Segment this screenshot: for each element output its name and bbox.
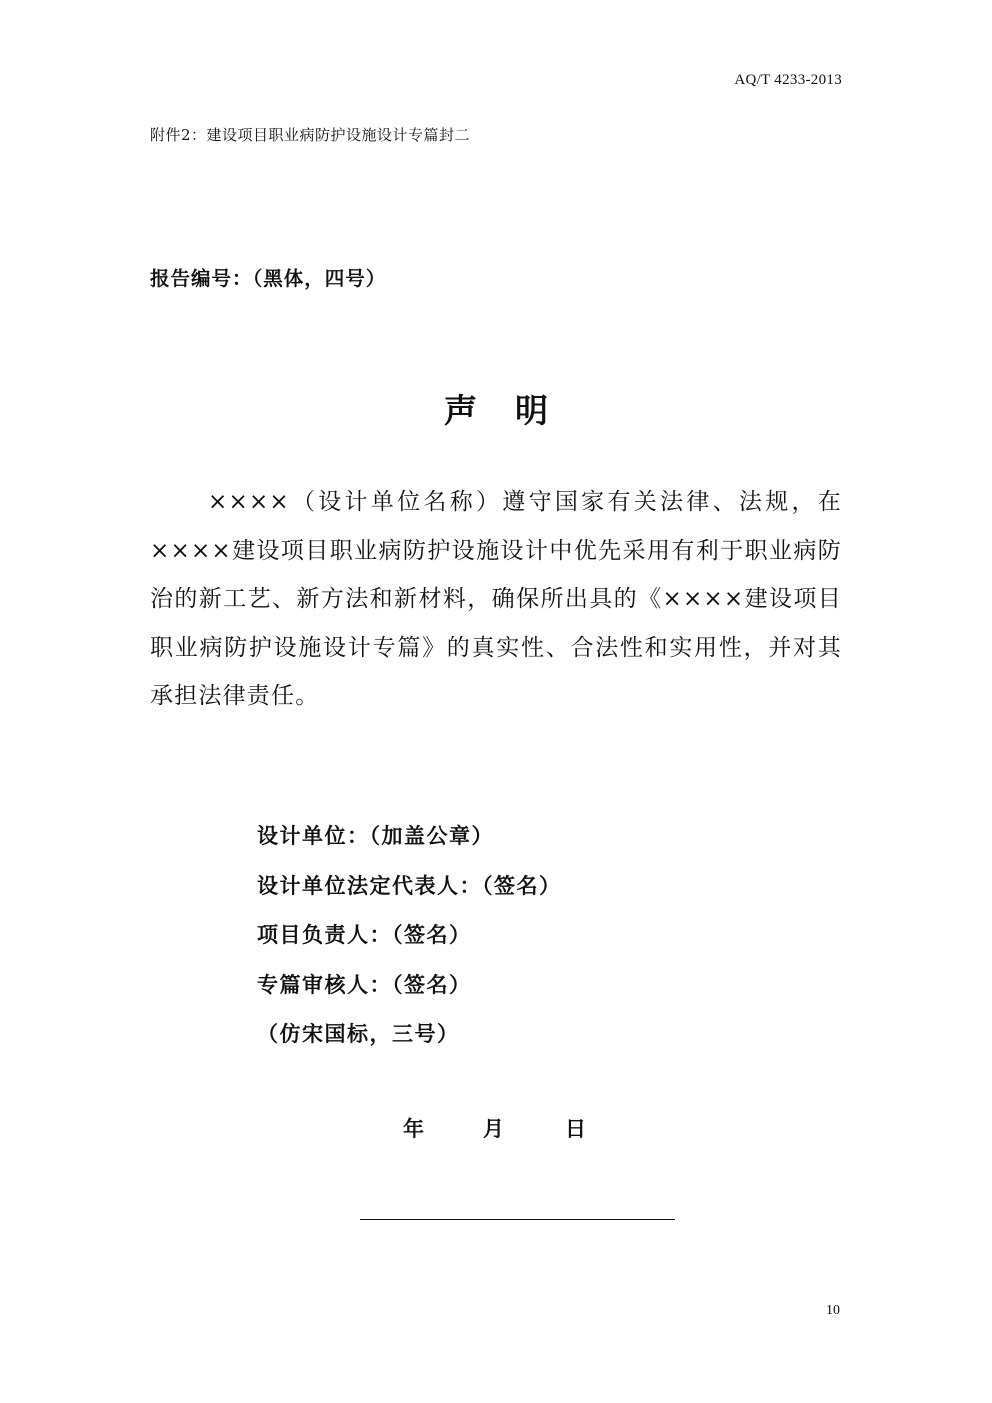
footnote-rule xyxy=(360,1219,675,1220)
legal-representative-line: 设计单位法定代表人：（签名） xyxy=(257,873,562,898)
reviewer-line: 专篇审核人：（签名） xyxy=(257,972,472,997)
date-year: 年 xyxy=(403,1117,424,1141)
report-number-label: 报告编号：（黑体，四号） xyxy=(150,267,387,290)
font-note-line: （仿宋国标，三号） xyxy=(257,1022,460,1047)
date-month: 月 xyxy=(483,1117,504,1141)
declaration-statement: ××××（设计单位名称）遵守国家有关法律、法规，在××××建设项目职业病防护设施设计中优先采用有利于职业病防治的新工艺、新方法和新材料，确保所出具的《××××建设项目职业病防护设施设计专篇》的真实性、合法性和实用性，并对其承担法律责任。 xyxy=(150,489,842,709)
signature-block xyxy=(257,812,562,1060)
attachment-title: 附件2：建设项目职业病防护设施设计专篇封二 xyxy=(150,126,471,144)
standard-code: AQ/T 4233-2013 xyxy=(734,72,842,88)
page-number: 10 xyxy=(826,1303,840,1318)
design-unit-line: 设计单位：（加盖公章） xyxy=(257,824,494,848)
declaration-heading: 声明 xyxy=(444,391,586,430)
project-leader-line: 项目负责人：（签名） xyxy=(257,923,472,948)
date-day: 日 xyxy=(565,1117,586,1141)
